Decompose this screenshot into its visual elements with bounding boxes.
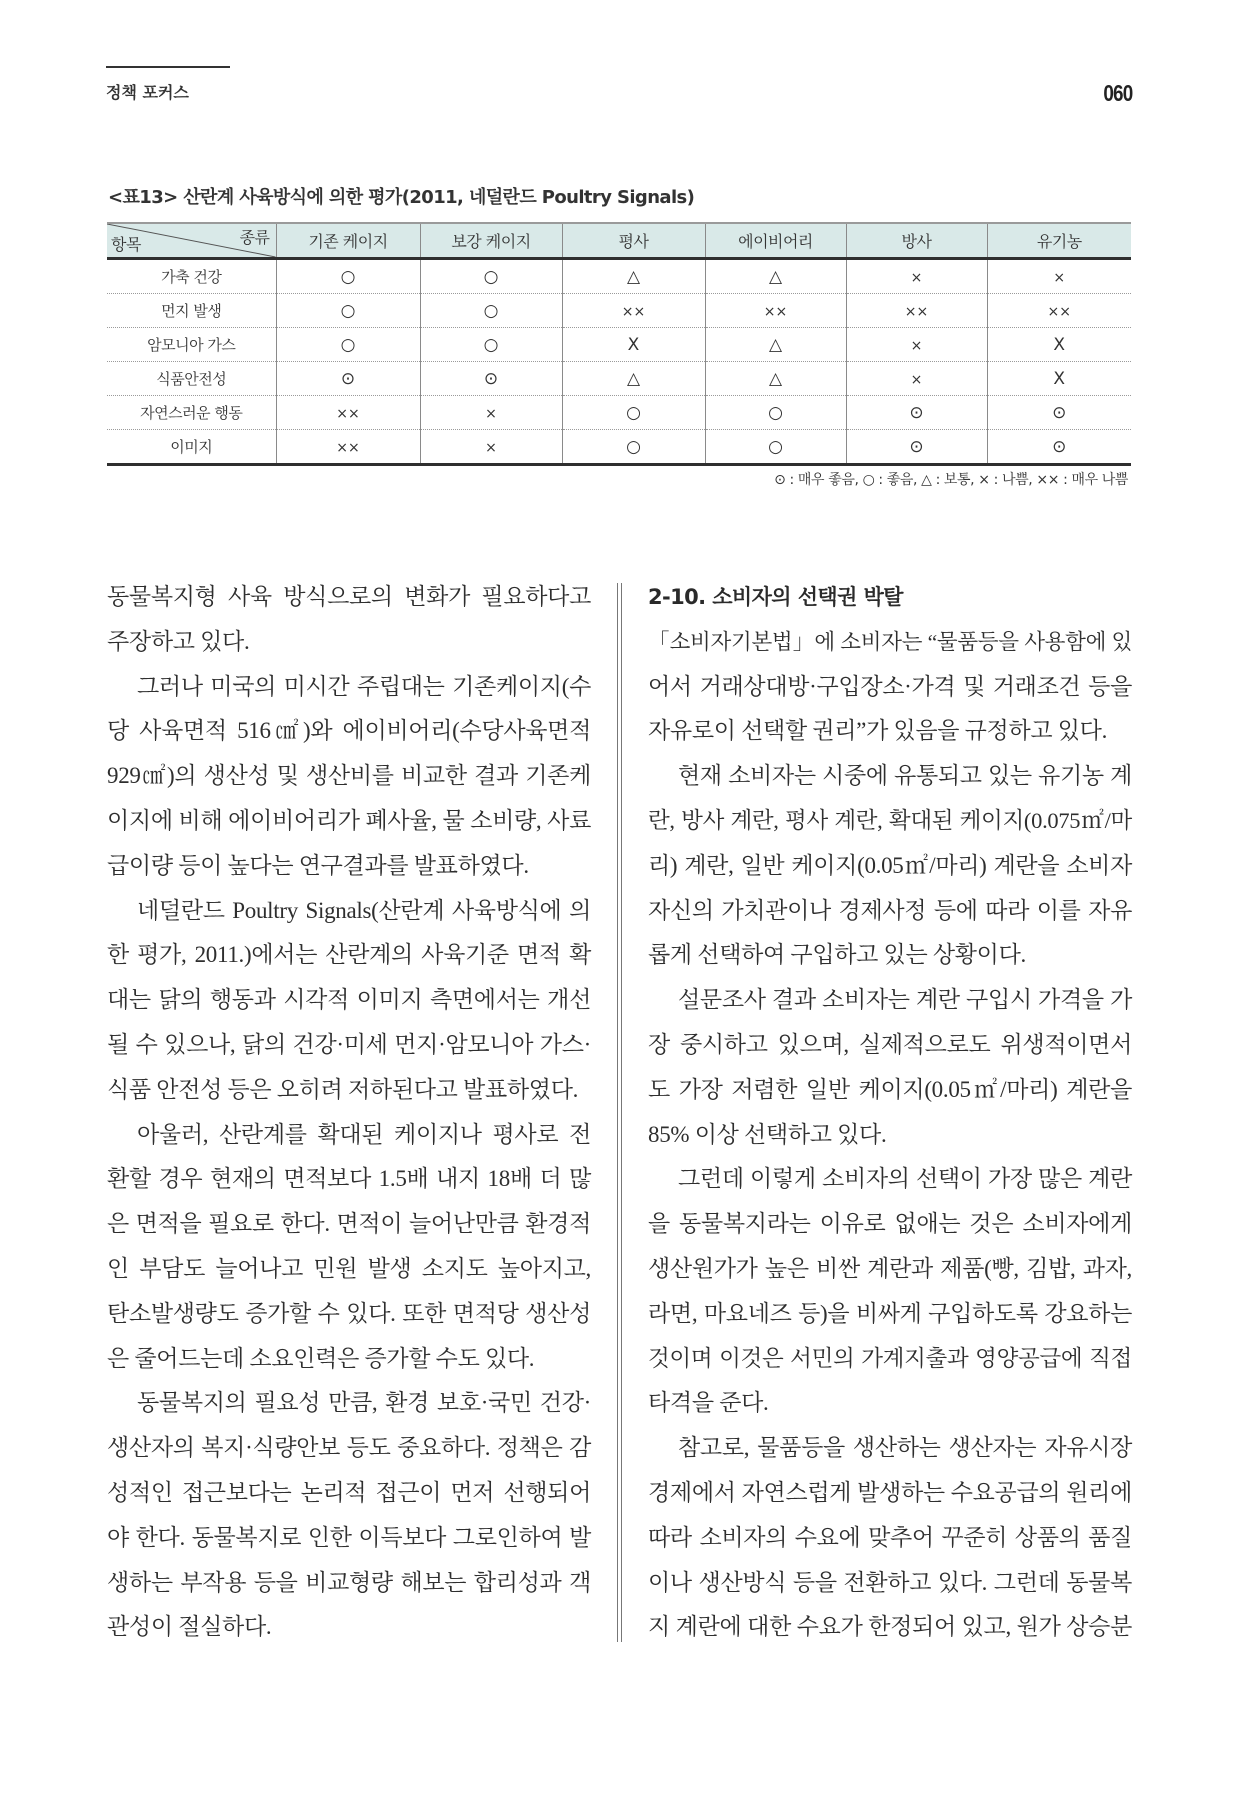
- text-line: 동물복지의 필요성 만큼, 환경 보호·국민 건강·: [137, 1390, 591, 1416]
- rating-symbol: ×: [485, 405, 497, 422]
- text-line: 식품 안전성 등은 오히려 저하된다고 발표하였다.: [107, 1076, 579, 1102]
- rating-symbol: ○: [768, 436, 783, 457]
- rating-symbol: ×: [485, 439, 497, 456]
- left-text-column: [107, 575, 591, 1650]
- text-line: 자유로이 선택할 권리”가 있음을 규정하고 있다.: [648, 718, 1108, 744]
- rating-symbol: ⊙: [483, 368, 499, 389]
- rating-cell: [705, 362, 846, 396]
- rating-symbol: ××: [336, 405, 360, 422]
- rating-cell: [276, 259, 420, 294]
- rating-symbol: ○: [340, 334, 356, 355]
- rating-cell: [420, 259, 562, 294]
- text-line: 을 동물복지라는 이유로 없애는 것은 소비자에게: [648, 1211, 1132, 1237]
- rating-cell: [420, 328, 562, 362]
- text-line: 따라 소비자의 수요에 맞추어 꾸준히 상품의 품질: [648, 1524, 1132, 1550]
- rating-symbol: ○: [483, 334, 499, 355]
- text-line: 한 평가, 2011.)에서는 산란계의 사육기준 면적 확: [107, 942, 591, 968]
- rating-cell: [705, 430, 846, 465]
- rating-symbol: ×: [910, 337, 923, 354]
- rating-cell: [276, 362, 420, 396]
- text-line: 생산자의 복지·식량안보 등도 중요하다. 정책은 감: [107, 1435, 591, 1461]
- rating-symbol: ⊙: [1052, 436, 1067, 457]
- rating-cell: [562, 328, 705, 362]
- table-header-row: [107, 223, 1131, 259]
- text-line: 은 줄어드는데 소요인력은 증가할 수도 있다.: [107, 1345, 535, 1371]
- rating-cell: [705, 294, 846, 328]
- text-line: 대는 닭의 행동과 시각적 이미지 측면에서는 개선: [107, 987, 591, 1013]
- text-line: 「소비자기본법」에 소비자는 “물품등을 사용함에 있: [648, 629, 1132, 654]
- row-label: 가축 건강: [107, 259, 276, 294]
- text-line: 리) 계란, 일반 케이지(0.05㎡/마리) 계란을 소비자: [648, 852, 1132, 878]
- table-row: [107, 430, 1131, 465]
- text-line: 참고로, 물품등을 생산하는 생산자는 자유시장: [678, 1435, 1132, 1461]
- rating-cell: [987, 328, 1131, 362]
- rating-cell: [846, 362, 987, 396]
- rating-cell: [987, 430, 1131, 465]
- table-caption: <표13> 산란계 사육방식에 의한 평가(2011, 네덜란드 Poultry Signals): [108, 187, 695, 208]
- rating-symbol: △: [626, 266, 641, 287]
- text-line: 인 부담도 늘어나고 민원 발생 소지도 높아지고,: [107, 1255, 591, 1281]
- text-line: 탄소발생량도 증가할 수 있다. 또한 면적당 생산성: [107, 1300, 591, 1326]
- row-label: 이미지: [107, 430, 276, 465]
- text-line: 아울러, 산란계를 확대된 케이지나 평사로 전: [137, 1121, 591, 1147]
- text-line: 이나 생산방식 등을 전환하고 있다. 그런데 동물복: [648, 1569, 1132, 1595]
- header-rule: [106, 66, 230, 68]
- rating-cell: [846, 328, 987, 362]
- rating-cell: [276, 328, 420, 362]
- rating-symbol: X: [627, 334, 640, 355]
- text-line: 란, 방사 계란, 평사 계란, 확대된 케이지(0.075㎡/마: [648, 807, 1132, 833]
- text-line: 될 수 있으나, 닭의 건강·미세 먼지·암모니아 가스·: [107, 1031, 591, 1057]
- text-line: 생하는 부작용 등을 비교형량 해보는 합리성과 객: [107, 1569, 591, 1595]
- rating-cell: [276, 430, 420, 465]
- section-heading: 2-10. 소비자의 선택권 박탈: [648, 585, 903, 609]
- table-legend: ⊙ : 매우 좋음, ○ : 좋음, △ : 보통, × : 나쁨, ×× : 매우 나쁨: [774, 472, 1128, 488]
- text-line: 주장하고 있다.: [107, 628, 250, 654]
- text-line: 관성이 절실하다.: [107, 1614, 272, 1640]
- row-label: 자연스러운 행동: [107, 396, 276, 430]
- text-line: 야 한다. 동물복지로 인한 이득보다 그로인하여 발: [107, 1524, 591, 1550]
- text-line: 자신의 가치관이나 경제사정 등에 따라 이를 자유: [648, 897, 1132, 923]
- rating-symbol: ○: [768, 402, 783, 423]
- rating-symbol: ○: [483, 266, 499, 287]
- rating-symbol: ○: [340, 300, 356, 321]
- rating-cell: [987, 396, 1131, 430]
- rating-symbol: ××: [904, 303, 929, 320]
- text-line: 성적인 접근보다는 논리적 접근이 먼저 선행되어: [107, 1479, 591, 1505]
- rating-cell: [562, 362, 705, 396]
- text-line: 타격을 준다.: [648, 1390, 769, 1416]
- rating-cell: [562, 396, 705, 430]
- rating-symbol: ⊙: [1052, 402, 1067, 423]
- text-line: 그런데 이렇게 소비자의 선택이 가장 많은 계란: [678, 1166, 1132, 1192]
- right-text-column: [648, 575, 1132, 1650]
- text-line: 도 가장 저렴한 일반 케이지(0.05㎡/마리) 계란을: [648, 1076, 1132, 1102]
- rating-symbol: ⊙: [909, 402, 924, 423]
- rating-symbol: X: [1053, 334, 1066, 355]
- text-line: 장 중시하고 있으며, 실제적으로도 위생적이면서: [648, 1031, 1132, 1057]
- rating-symbol: ××: [763, 303, 788, 320]
- table-row: [107, 396, 1131, 430]
- text-line: 것이며 이것은 서민의 가계지출과 영양공급에 직접: [648, 1345, 1132, 1371]
- rating-cell: [562, 430, 705, 465]
- text-line: 생산원가가 높은 비싼 계란과 제품(빵, 김밥, 과자,: [648, 1255, 1132, 1281]
- table-row: [107, 328, 1131, 362]
- rating-cell: [276, 396, 420, 430]
- text-line: 이지에 비해 에이비어리가 폐사율, 물 소비량, 사료: [107, 807, 591, 833]
- rating-cell: [987, 294, 1131, 328]
- column-divider-inner: [621, 583, 622, 1642]
- rating-symbol: ○: [626, 436, 641, 457]
- table-row: [107, 294, 1131, 328]
- rating-symbol: X: [1053, 368, 1066, 389]
- row-label: 먼지 발생: [107, 294, 276, 328]
- column-header: 보강 케이지: [420, 223, 562, 259]
- rating-symbol: ×: [910, 371, 923, 388]
- row-label: 식품안전성: [107, 362, 276, 396]
- table-row: [107, 362, 1131, 396]
- rating-cell: [276, 294, 420, 328]
- evaluation-table: [107, 222, 1131, 466]
- rating-cell: [420, 430, 562, 465]
- rating-cell: [420, 362, 562, 396]
- corner-item-label: 항목: [111, 235, 141, 254]
- rating-symbol: ××: [1047, 303, 1071, 320]
- rating-cell: [562, 259, 705, 294]
- rating-cell: [562, 294, 705, 328]
- rating-cell: [987, 259, 1131, 294]
- rating-cell: [420, 294, 562, 328]
- text-line: 당 사육면적 516㎠)와 에이비어리(수당사육면적: [107, 718, 591, 744]
- text-line: 네덜란드 Poultry Signals(산란계 사육방식에 의: [137, 897, 591, 923]
- rating-cell: [846, 430, 987, 465]
- rating-symbol: ○: [340, 266, 356, 287]
- table-corner-cell: [107, 223, 276, 259]
- row-label: 암모니아 가스: [107, 328, 276, 362]
- rating-cell: [705, 328, 846, 362]
- rating-symbol: ×: [1053, 269, 1066, 286]
- text-line: 은 면적을 필요로 한다. 면적이 늘어난만큼 환경적: [107, 1211, 591, 1237]
- text-line: 어서 거래상대방·구입장소·가격 및 거래조건 등을: [648, 673, 1132, 699]
- rating-symbol: ×: [910, 269, 923, 286]
- column-header: 유기농: [987, 223, 1131, 259]
- text-line: 환할 경우 현재의 면적보다 1.5배 내지 18배 더 많: [107, 1166, 591, 1192]
- text-line: 지 계란에 대한 수요가 한정되어 있고, 원가 상승분: [648, 1614, 1132, 1640]
- table-row: [107, 259, 1131, 294]
- rating-symbol: △: [626, 368, 641, 389]
- text-line: 동물복지형 사육 방식으로의 변화가 필요하다고: [107, 584, 591, 609]
- text-line: 롭게 선택하여 구입하고 있는 상황이다.: [648, 942, 1026, 968]
- column-header: 방사: [846, 223, 987, 259]
- text-line: 85% 이상 선택하고 있다.: [648, 1121, 887, 1147]
- rating-cell: [846, 259, 987, 294]
- rating-symbol: ⊙: [340, 368, 356, 389]
- column-header: 에이비어리: [705, 223, 846, 259]
- rating-symbol: ○: [483, 300, 499, 321]
- rating-cell: [846, 294, 987, 328]
- column-divider: [617, 583, 618, 1642]
- rating-symbol: △: [768, 266, 783, 287]
- rating-cell: [705, 259, 846, 294]
- column-header: 평사: [562, 223, 705, 259]
- text-line: 설문조사 결과 소비자는 계란 구입시 가격을 가: [678, 987, 1132, 1013]
- corner-kind-label: 종류: [239, 228, 270, 247]
- rating-cell: [846, 396, 987, 430]
- rating-symbol: ××: [336, 439, 360, 456]
- page-number: 060: [1102, 80, 1132, 106]
- text-line: 현재 소비자는 시중에 유통되고 있는 유기농 계: [678, 763, 1132, 789]
- column-header: 기존 케이지: [276, 223, 420, 259]
- text-line: 929㎠)의 생산성 및 생산비를 비교한 결과 기존케: [107, 763, 591, 789]
- rating-symbol: ⊙: [909, 436, 924, 457]
- text-line: 라면, 마요네즈 등)을 비싸게 구입하도록 강요하는: [648, 1300, 1132, 1326]
- rating-cell: [987, 362, 1131, 396]
- text-line: 경제에서 자연스럽게 발생하는 수요공급의 원리에: [648, 1479, 1132, 1505]
- text-line: 그러나 미국의 미시간 주립대는 기존케이지(수: [137, 673, 591, 699]
- text-line: 급이량 등이 높다는 연구결과를 발표하였다.: [107, 852, 529, 878]
- section-label: 정책 포커스: [106, 83, 189, 102]
- rating-cell: [420, 396, 562, 430]
- rating-cell: [705, 396, 846, 430]
- rating-symbol: ××: [621, 303, 646, 320]
- rating-symbol: ○: [626, 402, 641, 423]
- rating-symbol: △: [768, 334, 783, 355]
- rating-symbol: △: [768, 368, 783, 389]
